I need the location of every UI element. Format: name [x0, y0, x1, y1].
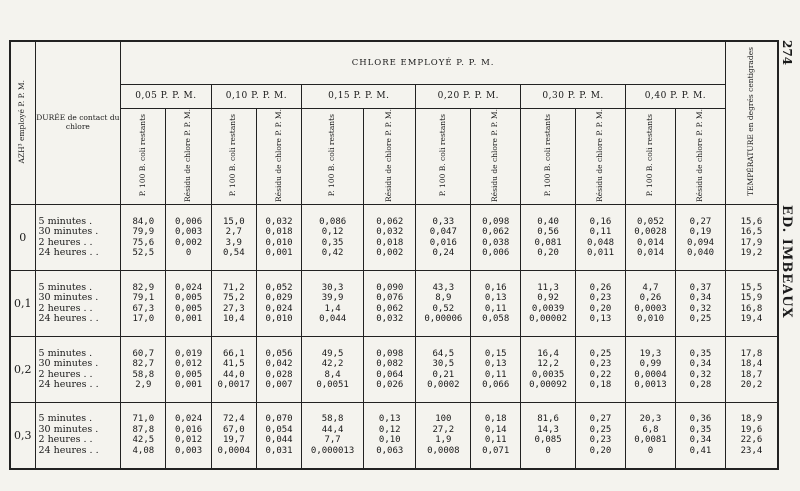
azh-value: 0 [10, 205, 35, 271]
coli-values: 64,5 30,5 0,21 0,0002 [416, 337, 471, 403]
residu-values: 0,032 0,018 0,010 0,001 [256, 205, 301, 271]
duration-column-header: DURÉE de contact du chlore [35, 41, 121, 205]
duration-label: 30 minutes . [38, 423, 99, 435]
residu-values: 0,006 0,003 0,002 0 [166, 205, 211, 271]
running-head: ED. IMBEAUX [779, 205, 794, 319]
residu-values: 0,098 0,062 0,038 0,006 [471, 205, 521, 271]
residu-values: 0,098 0,082 0,064 0,026 [364, 337, 416, 403]
residu-subheader: Résidu de chlore P. P. M. [364, 108, 416, 205]
duration-label: 30 minutes . [38, 292, 99, 304]
residu-values: 0,024 0,005 0,005 0,001 [166, 271, 211, 337]
residu-values: 0,024 0,016 0,012 0,003 [166, 403, 211, 469]
coli-values: 60,7 82,7 58,8 2,9 [121, 337, 166, 403]
coli-values: 81,6 14,3 0,085 0 [521, 403, 576, 469]
residu-subheader: Résidu de chlore P. P. M. [675, 108, 725, 205]
residu-values: 0,25 0,23 0,22 0,18 [575, 337, 625, 403]
temperature-column-header: TEMPÉRATURE en degrés centigrades [725, 41, 778, 205]
residu-values: 0,13 0,12 0,10 0,063 [364, 403, 416, 469]
coli-values: 15,0 2,7 3,9 0,54 [211, 205, 256, 271]
residu-values: 0,36 0,35 0,34 0,41 [675, 403, 725, 469]
duration-label: 30 minutes . [38, 226, 99, 238]
duration-label: 5 minutes . [38, 215, 93, 227]
duration-list [35, 403, 121, 469]
coli-values: 66,1 41,5 44,0 0,0017 [211, 337, 256, 403]
coli-values: 30,3 39,9 1,4 0,044 [302, 271, 364, 337]
residu-values: 0,35 0,34 0,32 0,28 [675, 337, 725, 403]
duration-label: 5 minutes . [38, 281, 93, 293]
duration-label: 24 heures . . [38, 247, 99, 259]
temperature-values: 15,6 16,5 17,9 19,2 [725, 205, 778, 271]
coli-subheader: P. 100 B. coli restants [211, 108, 256, 205]
coli-subheader: P. 100 B. coli restants [521, 108, 576, 205]
coli-values: 0,086 0,12 0,35 0,42 [302, 205, 364, 271]
residu-subheader: Résidu de chlore P. P. M. [471, 108, 521, 205]
coli-subheader: P. 100 B. coli restants [416, 108, 471, 205]
coli-subheader: P. 100 B. coli restants [625, 108, 675, 205]
coli-values: 19,3 0,99 0,0004 0,0013 [625, 337, 675, 403]
concentration-header: 0,05 P. P. M. [121, 84, 211, 108]
coli-values: 43,3 8,9 0,52 0,00006 [416, 271, 471, 337]
residu-values: 0,070 0,054 0,044 0,031 [256, 403, 301, 469]
residu-values: 0,15 0,13 0,11 0,066 [471, 337, 521, 403]
duration-label: 5 minutes . [38, 347, 93, 359]
coli-values: 72,4 67,0 19,7 0,0004 [211, 403, 256, 469]
duration-label: 24 heures . . [38, 379, 99, 391]
residu-subheader: Résidu de chlore P. P. M. [575, 108, 625, 205]
duration-list [35, 271, 121, 337]
duration-label: 30 minutes . [38, 358, 99, 370]
duration-label: 2 heures . . [38, 302, 93, 314]
azh-value: 0,2 [10, 337, 35, 403]
coli-values: 11,3 0,92 0,0039 0,00002 [521, 271, 576, 337]
residu-values: 0,019 0,012 0,005 0,001 [166, 337, 211, 403]
residu-values: 0,16 0,11 0,048 0,011 [575, 205, 625, 271]
coli-values: 49,5 42,2 8,4 0,0051 [302, 337, 364, 403]
residu-values: 0,27 0,25 0,23 0,20 [575, 403, 625, 469]
residu-values: 0,26 0,23 0,20 0,13 [575, 271, 625, 337]
coli-values: 4,7 0,26 0,0003 0,010 [625, 271, 675, 337]
duration-label: 24 heures . . [38, 444, 99, 456]
coli-values: 58,8 44,4 7,7 0,000013 [302, 403, 364, 469]
coli-subheader: P. 100 B. coli restants [302, 108, 364, 205]
residu-values: 0,16 0,13 0,11 0,058 [471, 271, 521, 337]
residu-values: 0,062 0,032 0,018 0,002 [364, 205, 416, 271]
table-row [10, 271, 778, 337]
coli-values: 16,4 12,2 0,0035 0,00092 [521, 337, 576, 403]
residu-values: 0,18 0,14 0,11 0,071 [471, 403, 521, 469]
duration-label: 5 minutes . [38, 413, 93, 425]
coli-values: 20,3 6,8 0,0081 0 [625, 403, 675, 469]
duration-label: 2 heures . . [38, 236, 93, 248]
coli-values: 82,9 79,1 67,3 17,0 [121, 271, 166, 337]
coli-values: 84,0 79,9 75,6 52,5 [121, 205, 166, 271]
coli-values: 71,0 87,8 42,5 4,08 [121, 403, 166, 469]
azh-value: 0,1 [10, 271, 35, 337]
temperature-values: 15,5 15,9 16,8 19,4 [725, 271, 778, 337]
page-number: 274 [780, 40, 794, 66]
coli-values: 0,052 0,0028 0,014 0,014 [625, 205, 675, 271]
coli-values: 71,2 75,2 27,3 10,4 [211, 271, 256, 337]
coli-values: 100 27,2 1,9 0,0008 [416, 403, 471, 469]
duration-label: 2 heures . . [38, 434, 93, 446]
duration-list [35, 205, 121, 271]
chlorine-data-table [9, 40, 779, 470]
coli-subheader: P. 100 B. coli restants [121, 108, 166, 205]
table-row [10, 403, 778, 469]
residu-values: 0,056 0,042 0,028 0,007 [256, 337, 301, 403]
residu-subheader: Résidu de chlore P. P. M. [256, 108, 301, 205]
duration-label: 2 heures . . [38, 368, 93, 380]
residu-subheader: Résidu de chlore P. P. M. [166, 108, 211, 205]
chlore-employe-header: CHLORE EMPLOYÉ P. P. M. [121, 41, 726, 84]
residu-values: 0,37 0,34 0,32 0,25 [675, 271, 725, 337]
residu-values: 0,090 0,076 0,062 0,032 [364, 271, 416, 337]
temperature-values: 18,9 19,6 22,6 23,4 [725, 403, 778, 469]
azh-value: 0,3 [10, 403, 35, 469]
table-row [10, 337, 778, 403]
concentration-header: 0,40 P. P. M. [625, 84, 725, 108]
concentration-header: 0,15 P. P. M. [302, 84, 416, 108]
concentration-header: 0,20 P. P. M. [416, 84, 521, 108]
azh-column-header: AZH³ employé P. P. M. [10, 41, 35, 205]
duration-list [35, 337, 121, 403]
residu-values: 0,27 0,19 0,094 0,040 [675, 205, 725, 271]
concentration-header: 0,10 P. P. M. [211, 84, 301, 108]
residu-values: 0,052 0,029 0,024 0,010 [256, 271, 301, 337]
duration-label: 24 heures . . [38, 313, 99, 325]
coli-values: 0,33 0,047 0,016 0,24 [416, 205, 471, 271]
temperature-values: 17,8 18,4 18,7 20,2 [725, 337, 778, 403]
coli-values: 0,40 0,56 0,081 0,20 [521, 205, 576, 271]
table-row [10, 205, 778, 271]
concentration-header: 0,30 P. P. M. [521, 84, 626, 108]
